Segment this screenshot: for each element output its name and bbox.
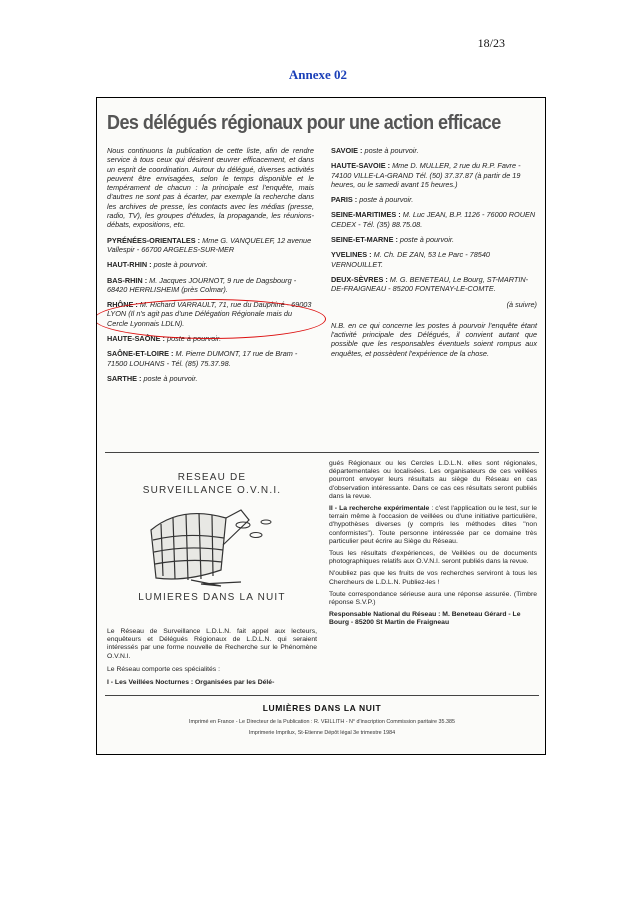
footer-line-2: Imprimerie Imprilux, St-Etienne Dépôt légal 3e trimestre 1984 [248,730,396,736]
region-label: SEINE-MARITIMES : [331,210,401,220]
region-label: SAVOIE : [331,146,363,155]
entry-text: M. Jacques JOURNOT, 9 rue de Dagsbourg - 68420 HERRLISHEIM (près Colmar). [107,275,297,294]
ufo-network-logo [131,500,291,590]
entry-text: Mme G. VANQUELEF, 12 avenue Vallespir - 66700 ARGELES-SUR-MER [107,235,312,254]
region-label: SAÔNE-ET-LOIRE : [107,349,174,359]
network-results: Tous les résultats d'expériences, de Veillées ou de documents photographiques relatifs aux O.V.N.I. seront publiés dans la revue. [329,550,537,566]
item-2-text: : c'est l'application ou le test, sur le terrain même à l'occasion de veillées ou d'une initiative particulière, d'hypothèses diverses (y compris les méthodes dites "non conformistes"). Toute personne intéressée par ce domaine très particulier peut écrire au Siège du Réseau. [329,505,538,545]
headline: Des délégués régionaux pour une action efficace [107,112,501,134]
entry-text: Mme D. MULLER, 2 rue du R.P. Favre - 74100 VILLE-LA-GRAND Tél. (50) 37.37.87 (à partir de 19 heures, ou le samedi avant 15 heures.) [331,161,521,189]
network-right-text [329,460,537,632]
left-column [107,146,314,389]
entry-seine-maritimes [331,210,537,229]
region-label: PYRÉNÉES-ORIENTALES : [107,235,201,245]
entry-paris [331,195,537,204]
item-2-title: II - La recherche expérimentale [329,505,430,513]
network-item-2 [329,505,537,546]
annex-title: Annexe 02 [288,67,348,82]
entry-text: poste à pourvoir. [364,146,419,155]
entry-yvelines [331,250,537,269]
region-label: SEINE-ET-MARNE : [331,235,398,245]
region-label: HAUT-RHIN : [107,260,152,270]
entry-text: poste à pourvoir. [143,373,198,383]
entry-text: M. Richard VARRAULT, 71, rue du Dauphiné - 69003 LYON (Il n's agit pas d'une Délégation Régionale mais du Cercle Lyonnais LDLN). [107,300,312,328]
region-label: YVELINES : [331,250,372,260]
entry-deux-sevres [331,275,537,294]
region-label: HAUTE-SAÔNE : [107,334,165,344]
network-reminder: N'oubliez pas que les fruits de vos recherches serviront à tous les Chercheurs de L.D.L.N. Publiez-les ! [329,570,537,586]
logo-text-line1: RESEAU DE [177,472,247,483]
entry-pyrenees [107,236,314,255]
logo-text-line3: LUMIERES DANS LA NUIT [138,592,286,603]
footer-title: LUMIÈRES DANS LA NUIT [262,703,382,713]
entry-text: poste à pourvoir. [153,260,208,270]
network-responsable: Responsable National du Réseau : M. Beneteau Gérard - Le Bourg - 85200 St Martin de Fraigneau [329,611,521,627]
network-specialities: Le Réseau comporte ces spécialités : [107,665,220,673]
network-item-1: I - Les Veillées Nocturnes : Organisées par les Délé- [107,679,275,687]
region-label: PARIS : [331,195,358,205]
entry-bas-rhin [107,276,314,295]
footer-line-1: Imprimé en France - Le Directeur de la Publication : R. VEILLITH - N° d'inscription Commission paritaire 35.385 [189,719,455,725]
entry-haute-savoie [331,161,537,189]
region-label: BAS-RHIN : [107,275,148,285]
entry-haut-rhin [107,260,314,269]
right-column [331,146,537,364]
entry-savoie [331,146,537,155]
logo-text-line2: SURVEILLANCE O.V.N.I. [142,485,282,496]
scanned-document [96,97,546,755]
entry-text: M. Ch. DE ZAN, 53 Le Parc - 78540 VERNOUILLET. [331,250,490,269]
entry-text: M. Pierre DUMONT, 17 rue de Bram - 71500 LOUHANS - Tél. (85) 75.37.98. [107,349,298,368]
network-correspondence: Toute correspondance sérieuse aura une réponse assurée. (Timbre réponse S.V.P.) [329,590,537,607]
region-label: HAUTE-SAVOIE : [331,161,391,171]
region-label: DEUX-SÈVRES : [331,274,388,284]
entry-text: M. G. BENETEAU, Le Bourg, ST-MARTIN-DE-FRAIGNEAU - 85200 FONTENAY-LE-COMTE. [331,274,529,294]
section-divider [105,452,539,453]
network-veillees: gués Régionaux ou les Cercles L.D.L.N. elles sont régionales, départementales ou localisées. Les organisateurs de ces veillées pourront envoyer leurs résultats au siège du Réseau en cas d'observation intéressante. Dans ce cas ces résultats seront publiés dans la revue. [329,460,537,500]
nb-paragraph: N.B. en ce qui concerne les postes à pourvoir l'enquête étant l'activité principale des Délégués, il convient autant que possible que les responsables éventuels soient rompus aux enquêtes, et possèdent l'expérience de la chose. [331,320,537,358]
entry-text: poste à pourvoir. [399,235,455,245]
entry-seine-et-marne [331,235,537,244]
network-left-text [107,628,317,692]
entry-text: poste à pourvoir. [359,195,414,205]
intro-paragraph: Nous continuons la publication de cette liste, afin de rendre service à tous ceux qui désirent œuvrer efficacement, et dans un esprit de coordination. Autour du délégué, diverses activités peuvent être envisagées, selon le temps disponible et le tempérament de chacun : la principale est l'enquête, mais d'autres ne sont pas à écarter, par exemple la recherche dans les archives de presse, les contacts avec les médias (presse, radio, TV), les groupes d'études, la propagande, les réunions-débats, expositions, etc. [107,146,314,230]
footer-divider [105,695,539,696]
entry-saone-et-loire [107,349,314,368]
continued-note: (à suivre) [506,299,537,309]
highlight-ellipse [96,299,326,339]
page-number: 18/23 [477,36,505,50]
region-label: RHÔNE : [107,300,138,310]
network-intro: Le Réseau de Surveillance L.D.L.N. fait appel aux lecteurs, enquêteurs et Délégués Régionaux de L.D.L.N. qui seraient intéressés par une forme nouvelle de Recherche sur le Phénomène O.V.N.I. [107,628,317,660]
entry-sarthe [107,374,314,383]
entry-text: M. Luc JEAN, B.P. 1126 - 76000 ROUEN CEDEX - Tél. (35) 88.75.08. [331,210,536,229]
region-label: SARTHE : [107,373,142,383]
entry-text: poste à pourvoir. [167,334,222,344]
